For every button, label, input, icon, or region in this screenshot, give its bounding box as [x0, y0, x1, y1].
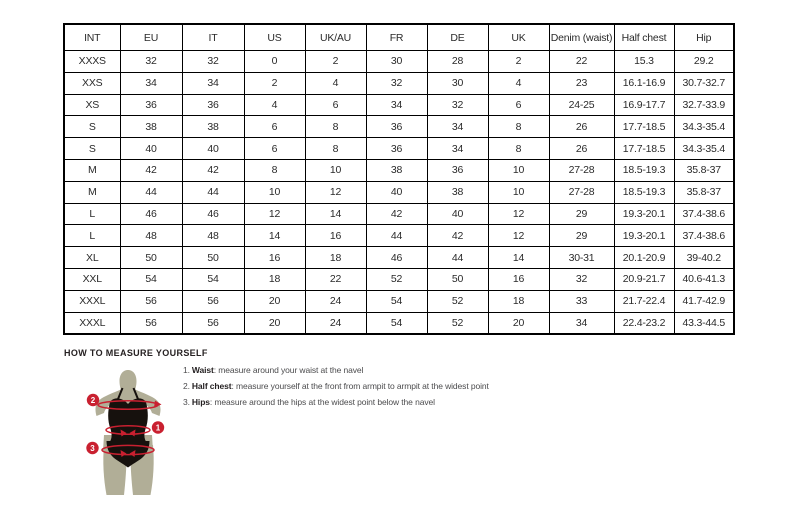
table-cell: 40	[120, 138, 182, 160]
table-row	[64, 312, 734, 334]
table-cell: 54	[182, 268, 244, 290]
measure-instruction-waist	[183, 366, 489, 376]
table-cell: 42	[120, 159, 182, 181]
table-cell: 2	[244, 72, 305, 94]
table-cell: 0	[244, 51, 305, 73]
table-row	[64, 72, 734, 94]
table-cell: 12	[488, 225, 549, 247]
table-row	[64, 159, 734, 181]
table-row	[64, 203, 734, 225]
table-cell: 36	[366, 138, 427, 160]
table-header-row	[64, 24, 734, 51]
table-cell: 6	[305, 94, 366, 116]
table-cell: XXXL	[64, 290, 120, 312]
table-cell: 15.3	[614, 51, 674, 73]
table-row	[64, 290, 734, 312]
table-cell: 38	[120, 116, 182, 138]
table-cell: 22	[305, 268, 366, 290]
table-cell: 21.7-22.4	[614, 290, 674, 312]
table-cell: 56	[120, 312, 182, 334]
table-cell: 12	[305, 181, 366, 203]
table-cell: 48	[120, 225, 182, 247]
table-cell: L	[64, 225, 120, 247]
table-row	[64, 181, 734, 203]
instruction-label: Half chest	[191, 381, 232, 391]
table-cell: 12	[244, 203, 305, 225]
table-cell: 18	[488, 290, 549, 312]
table-cell: 40	[366, 181, 427, 203]
table-cell: 40.6-41.3	[674, 268, 734, 290]
table-cell: 16	[244, 247, 305, 269]
measure-instruction-half-chest	[183, 382, 489, 392]
table-row	[64, 138, 734, 160]
measure-instructions	[183, 366, 489, 414]
table-cell: 42	[427, 225, 488, 247]
table-cell: 12	[488, 203, 549, 225]
table-cell: 20.9-21.7	[614, 268, 674, 290]
table-cell: 34	[427, 116, 488, 138]
table-cell: 32.7-33.9	[674, 94, 734, 116]
table-cell: M	[64, 181, 120, 203]
table-cell: 10	[488, 181, 549, 203]
table-cell: 42	[366, 203, 427, 225]
table-cell: 35.8-37	[674, 159, 734, 181]
table-cell: 30	[366, 51, 427, 73]
instruction-label: Hips	[191, 397, 210, 407]
table-cell: 18.5-19.3	[614, 159, 674, 181]
table-cell: 37.4-38.6	[674, 225, 734, 247]
table-cell: 38	[182, 116, 244, 138]
table-cell: 18	[305, 247, 366, 269]
instruction-text: : measure yourself at the front from armpit to armpit at the widest point	[231, 381, 489, 391]
table-cell: 39-40.2	[674, 247, 734, 269]
table-row	[64, 116, 734, 138]
table-cell: 10	[244, 181, 305, 203]
table-cell: 8	[488, 138, 549, 160]
table-cell: 24-25	[549, 94, 614, 116]
table-cell: 38	[366, 159, 427, 181]
table-cell: 8	[244, 159, 305, 181]
table-cell: 46	[120, 203, 182, 225]
table-cell: 6	[244, 116, 305, 138]
table-cell: 34.3-35.4	[674, 116, 734, 138]
table-cell: 10	[305, 159, 366, 181]
table-cell: 41.7-42.9	[674, 290, 734, 312]
table-cell: 36	[366, 116, 427, 138]
table-cell: 27-28	[549, 159, 614, 181]
table-row	[64, 225, 734, 247]
table-cell: 4	[244, 94, 305, 116]
table-cell: 32	[366, 72, 427, 94]
table-cell: 35.8-37	[674, 181, 734, 203]
badge-hips-number: 3	[90, 444, 95, 453]
table-cell: 30	[427, 72, 488, 94]
measurement-figure-icon	[80, 369, 177, 499]
size-table-header	[64, 24, 734, 51]
table-cell: 27-28	[549, 181, 614, 203]
table-cell: 34	[120, 72, 182, 94]
table-cell: 40	[427, 203, 488, 225]
table-cell: XXXS	[64, 51, 120, 73]
table-cell: 26	[549, 116, 614, 138]
table-cell: 4	[305, 72, 366, 94]
column-header: Hip	[674, 24, 734, 51]
table-cell: 52	[427, 312, 488, 334]
table-cell: 29.2	[674, 51, 734, 73]
table-cell: 54	[120, 268, 182, 290]
table-cell: 20	[488, 312, 549, 334]
table-cell: 14	[488, 247, 549, 269]
table-cell: 20.1-20.9	[614, 247, 674, 269]
table-cell: 40	[182, 138, 244, 160]
table-cell: 30.7-32.7	[674, 72, 734, 94]
table-cell: 19.3-20.1	[614, 203, 674, 225]
table-cell: 29	[549, 225, 614, 247]
table-cell: 16.9-17.7	[614, 94, 674, 116]
table-cell: 32	[182, 51, 244, 73]
table-cell: 4	[488, 72, 549, 94]
table-row	[64, 51, 734, 73]
instruction-text: : measure around the hips at the widest point below the navel	[209, 397, 435, 407]
table-cell: 22	[549, 51, 614, 73]
table-cell: 29	[549, 203, 614, 225]
table-cell: 2	[305, 51, 366, 73]
table-cell: 22.4-23.2	[614, 312, 674, 334]
table-cell: 38	[427, 181, 488, 203]
table-cell: 36	[182, 94, 244, 116]
table-row	[64, 247, 734, 269]
column-header: UK/AU	[305, 24, 366, 51]
table-row	[64, 268, 734, 290]
table-cell: 28	[427, 51, 488, 73]
column-header: FR	[366, 24, 427, 51]
column-header: Half chest	[614, 24, 674, 51]
column-header: EU	[120, 24, 182, 51]
table-cell: 32	[120, 51, 182, 73]
table-cell: M	[64, 159, 120, 181]
table-cell: 34.3-35.4	[674, 138, 734, 160]
table-cell: 56	[120, 290, 182, 312]
table-cell: XL	[64, 247, 120, 269]
table-cell: 16	[305, 225, 366, 247]
table-cell: 44	[120, 181, 182, 203]
table-cell: 18.5-19.3	[614, 181, 674, 203]
table-cell: XXL	[64, 268, 120, 290]
table-cell: 17.7-18.5	[614, 116, 674, 138]
table-row	[64, 94, 734, 116]
table-cell: 34	[427, 138, 488, 160]
table-cell: 8	[488, 116, 549, 138]
table-cell: 56	[182, 290, 244, 312]
table-cell: 37.4-38.6	[674, 203, 734, 225]
table-cell: 44	[366, 225, 427, 247]
table-cell: 26	[549, 138, 614, 160]
table-cell: 8	[305, 138, 366, 160]
table-cell: 56	[182, 312, 244, 334]
table-cell: 20	[244, 290, 305, 312]
table-cell: 50	[120, 247, 182, 269]
instruction-label: Waist	[191, 365, 214, 375]
table-cell: 54	[366, 290, 427, 312]
table-cell: 18	[244, 268, 305, 290]
table-cell: 16.1-16.9	[614, 72, 674, 94]
table-cell: 33	[549, 290, 614, 312]
instruction-number: 1.	[183, 365, 190, 375]
table-cell: 50	[427, 268, 488, 290]
column-header: DE	[427, 24, 488, 51]
table-cell: 19.3-20.1	[614, 225, 674, 247]
table-cell: 50	[182, 247, 244, 269]
table-cell: 20	[244, 312, 305, 334]
table-cell: 46	[182, 203, 244, 225]
table-cell: 42	[182, 159, 244, 181]
size-table-body	[64, 51, 734, 335]
table-cell: 44	[427, 247, 488, 269]
table-cell: 17.7-18.5	[614, 138, 674, 160]
column-header: IT	[182, 24, 244, 51]
table-cell: 52	[366, 268, 427, 290]
table-cell: 23	[549, 72, 614, 94]
table-cell: 34	[549, 312, 614, 334]
instruction-number: 2.	[183, 381, 190, 391]
table-cell: 46	[366, 247, 427, 269]
table-cell: 43.3-44.5	[674, 312, 734, 334]
table-cell: S	[64, 116, 120, 138]
table-cell: 54	[366, 312, 427, 334]
column-header: UK	[488, 24, 549, 51]
instruction-number: 3.	[183, 397, 190, 407]
table-cell: XXS	[64, 72, 120, 94]
table-cell: XXXL	[64, 312, 120, 334]
table-cell: 36	[427, 159, 488, 181]
table-cell: 52	[427, 290, 488, 312]
table-cell: 34	[366, 94, 427, 116]
table-cell: 44	[182, 181, 244, 203]
table-cell: 14	[244, 225, 305, 247]
table-cell: S	[64, 138, 120, 160]
instruction-text: : measure around your waist at the navel	[213, 365, 364, 375]
table-cell: 6	[244, 138, 305, 160]
table-cell: 30-31	[549, 247, 614, 269]
table-cell: 32	[427, 94, 488, 116]
column-header: Denim (waist)	[549, 24, 614, 51]
table-cell: 48	[182, 225, 244, 247]
table-cell: 16	[488, 268, 549, 290]
table-cell: XS	[64, 94, 120, 116]
measure-instruction-hips	[183, 398, 489, 408]
table-cell: 10	[488, 159, 549, 181]
table-cell: 24	[305, 290, 366, 312]
size-chart-table	[63, 23, 735, 335]
section-heading: HOW TO MEASURE YOURSELF	[64, 348, 208, 358]
badge-waist-number: 1	[155, 423, 161, 433]
column-header: INT	[64, 24, 120, 51]
column-header: US	[244, 24, 305, 51]
badge-chest-number: 2	[90, 396, 96, 405]
table-cell: 36	[120, 94, 182, 116]
table-cell: 32	[549, 268, 614, 290]
table-cell: 34	[182, 72, 244, 94]
table-cell: L	[64, 203, 120, 225]
table-cell: 8	[305, 116, 366, 138]
table-cell: 14	[305, 203, 366, 225]
table-cell: 6	[488, 94, 549, 116]
table-cell: 2	[488, 51, 549, 73]
table-cell: 24	[305, 312, 366, 334]
